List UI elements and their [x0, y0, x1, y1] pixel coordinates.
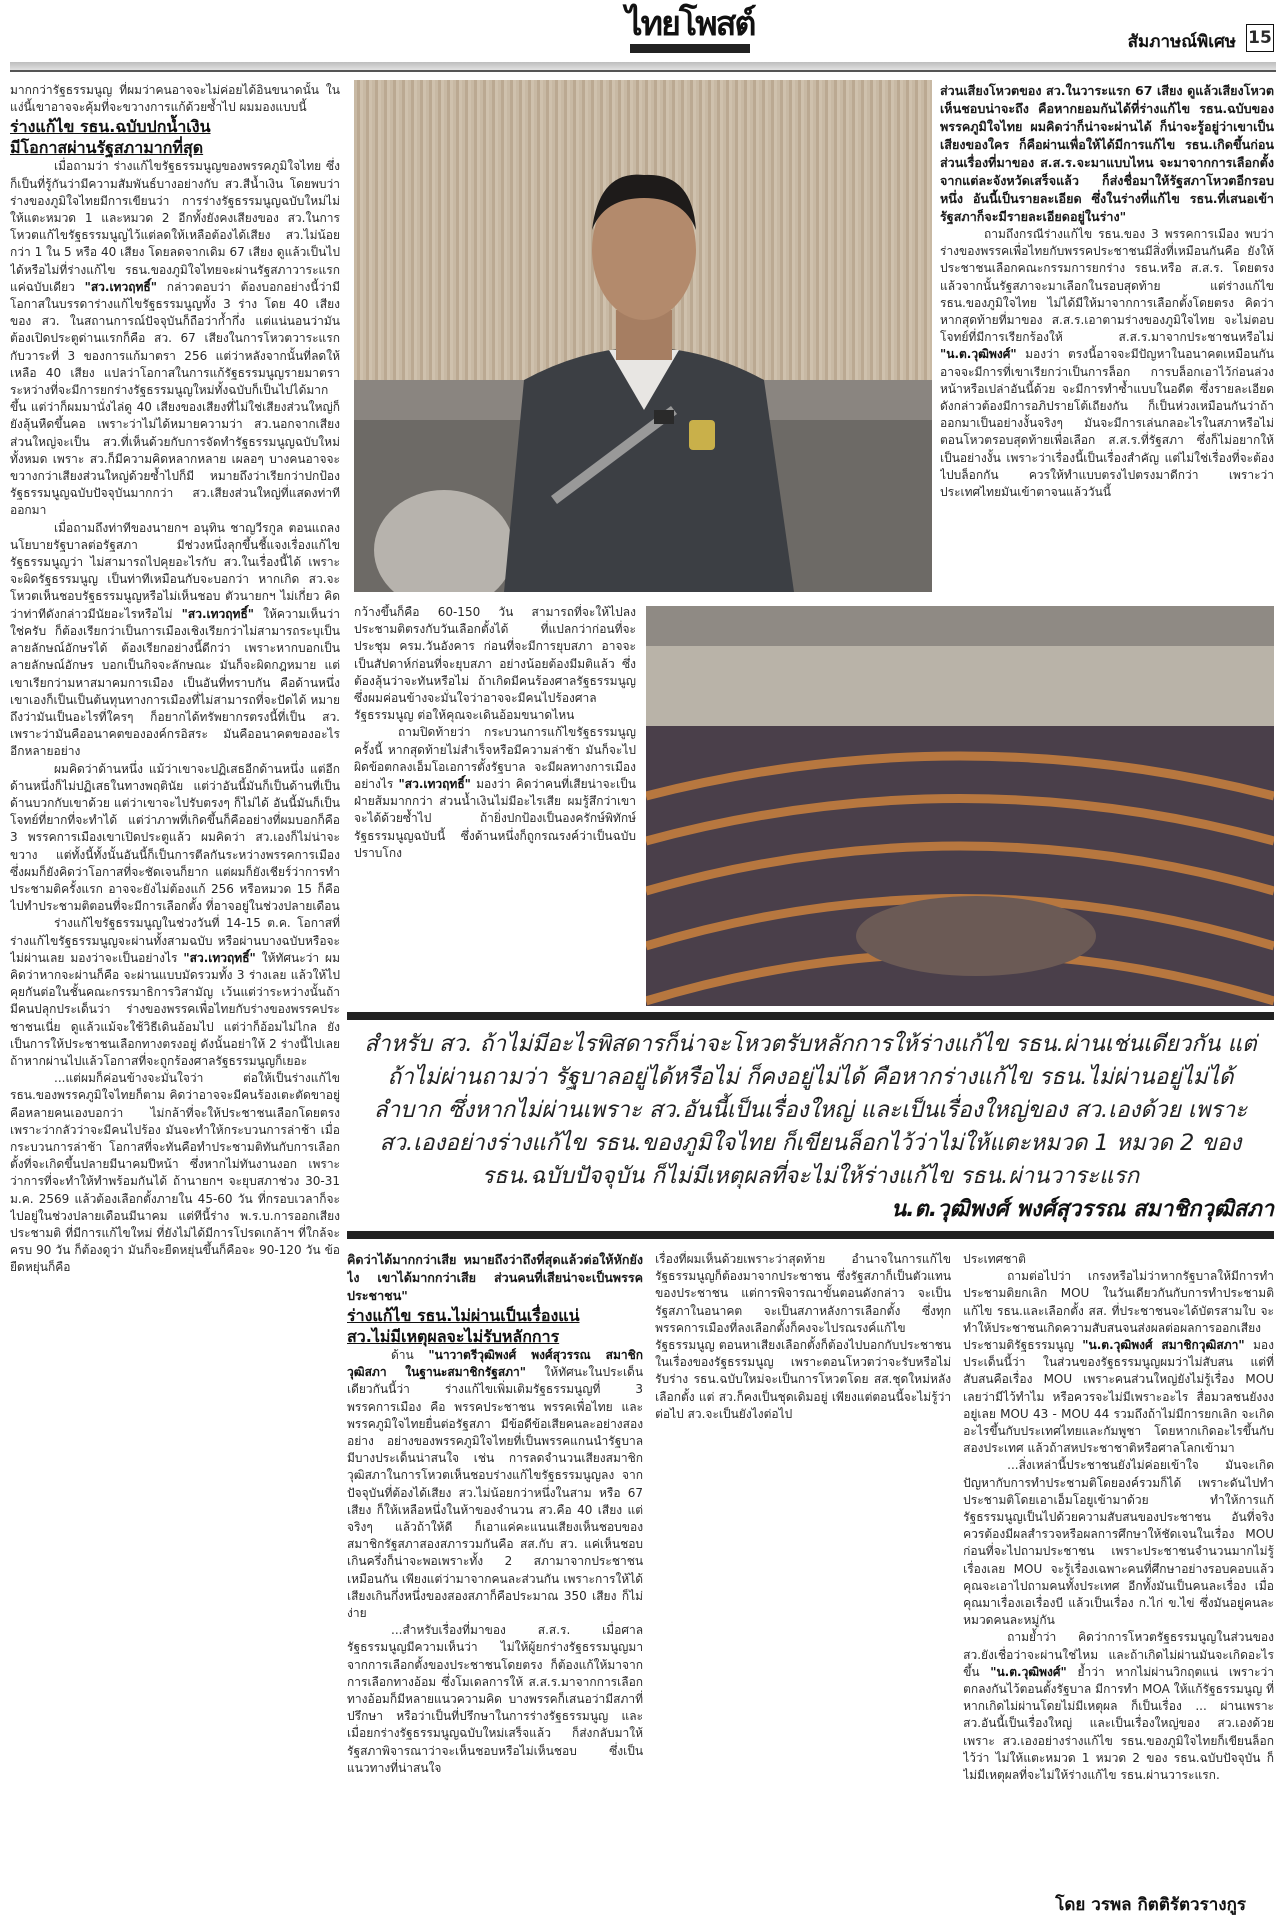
body-paragraph [963, 1268, 1274, 1457]
speaker-name: "นาวาตรีวุฒิพงศ์ พงศ์สุวรรณ สมาชิกวุฒิสภา ในฐานะสมาชิกรัฐสภา" [347, 1348, 644, 1380]
paragraph-text: ประเทศชาติ [963, 1252, 1026, 1266]
body-paragraph [963, 1629, 1274, 1784]
pull-quote-attribution: น.ต.วุฒิพงศ์ พงศ์สุวรรณ สมาชิกวุฒิสภา [891, 1197, 1274, 1222]
paragraph-text: มองประเด็นนี้ว่า ในส่วนของรัฐธรรมนูญผมว่าไม่สับสน แต่ที่สับสนคือเรื่อง MOU เพราะคนส่วนใหญ่ยังไม่รู้เรื่อง MOU เลยว่ามีไว้ทำไม หรือควรจะไม่มีเพราะอะไร สื่อมวลชนยังงงอยู่เลย MOU 43 - MOU 44 รวมถึงถ้าไม่มีการยกเลิก จะเกิดอะไรขึ้นกับประเทศไทยและกัมพูชา โดยหากเกิดอะไรขึ้นกับสองประเทศ แล้วถ้าสหประชาชาติหรือศาลโลกเข้ามา [963, 1338, 1274, 1456]
body-paragraph [10, 1070, 340, 1276]
bottom-columns [347, 1251, 1274, 1916]
body-paragraph [354, 724, 636, 862]
speaker-name: "น.ต.วุฒิพงศ์" [990, 1664, 1067, 1679]
logo-strip [630, 44, 750, 53]
column-right-top [940, 82, 1274, 594]
body-paragraph [655, 1251, 951, 1423]
column-bottom-1 [347, 1251, 643, 1916]
lead-paragraph [347, 1251, 643, 1305]
interview-photo [354, 80, 932, 592]
paragraph-text: ถามถึงกรณีร่างแก้ไข รธน.ของ 3 พรรคการเมือง พบว่าร่างของพรรคเพื่อไทยกับพรรคประชาชนมีสิ่งที่เหมือนกันคือ ยังให้ประชาชนเลือกคณะกรรมการยกร่าง รธน.หรือ ส.ส.ร. โดยตรง แล้วจากนั้นรัฐสภาจะมาเลือกในรอบสุดท้าย แต่ร่างแก้ไข รธน.ของภูมิใจไทย ไม่ได้มีให้มาจากการเลือกตั้งโดยตรง คิดว่าหากสุดท้ายที่มาของ ส.ส.ร.เอาตามร่างของภูมิใจไทย จะไม่ตอบโจทย์ที่มีการเรียกร้องให้ ส.ส.ร.มาจากประชาชนหรือไม่ [940, 227, 1274, 345]
paragraph-text: ให้ทัศนะว่า ผมคิดว่าหากจะผ่านก็คือ จะผ่านแบบมัดรวมทั้ง 3 ร่างเลย แล้วให้ไปคุยกันต่อในชั้นคณะกรรมาธิการวิสามัญ เว้นแต่ว่าระหว่างนั้นถ้ามีคนปลุกประเด็นว่า ร่างของพรรคเพื่อไทยกับร่างของพรรคประชาชนเนี่ย ดูแล้วแม้จะใช้วิธีเดินอ้อมไป แต่ว่าก็อ้อมไม่ไกล ยังเป็นการให้ประชาชนเลือกทางตรงอยู่ ดังนั้นอย่าให้ 2 ร่างนี้ไปเลย ถ้าหากผ่านไปแล้วโอกาสที่จะถูกร้องศาลรัฐธรรมนูญก็เยอะ [10, 950, 340, 1068]
paragraph-text: ...แต่ผมก็ค่อนข้างจะมั่นใจว่า ต่อให้เป็นร่างแก้ไข รธน.ของพรรคภูมิใจไทยก็ตาม คิดว่าอาจจะมีคนร้องเตะตัดขาอยู่ คือหลายคนเองบอกว่า ไม่กล้าที่จะให้ประชาชนเลือกโดยตรง เพราะว่ากลัวว่าจะมีคนไปร้อง มันจะทำให้กระบวนการล่าช้า เมื่อกระบวนการล่าช้า โอกาสที่จะทันคือทำประชามติทันกับการเลือกตั้งที่จะเกิดขึ้นปลายมีนาคมปีหน้า ซึ่งหากไม่ทันงานงอก เพราะว่าการที่จะทำให้ทำพร้อมกันได้ ถ้านายกฯ จะยุบสภาช่วง 30-31 ม.ค. 2569 แล้วต้องเลือกตั้งภายใน 45-60 วัน ที่กรอบเวลาก็จะไปอยู่ในช่วงปลายเดือนมีนาคม แต่ทีนี้ร่าง พ.ร.บ.การออกเสียงประชามติ ที่มีการแก้ไขใหม่ ที่ยังไม่ได้มีการโปรดเกล้าฯ ที่ใกล้จะครบ 90 วัน ก็ต้องดูว่า มันก็จะยืดหยุ่นขึ้นก็คือจะ 90-120 วัน ข้อยืดหยุ่นก็คือ [10, 1071, 340, 1275]
body-paragraph [354, 604, 636, 724]
header-rule [10, 62, 1276, 70]
body-paragraph [10, 761, 340, 916]
body-paragraph [963, 1251, 1274, 1268]
body-paragraph [10, 520, 340, 761]
column-middle [354, 604, 636, 1004]
body-paragraph [940, 226, 1274, 501]
lower-section [347, 1012, 1274, 1916]
paragraph-text: ให้ความเห็นว่า ใช่ครับ ก็ต้องเรียกว่าเป็นการเมืองเชิงเรียกว่าไม่สามารถระบุเป็นลายลักษณ์อักษรได้ ต้องเรียกอย่างนี้ดีกว่า เพราะหากบอกเป็นลายลักษณ์อักษร บอกเป็นกิจจะลักษณะ มันก็จะผิดกฎหมาย แต่เขาเรียกว่ามหาสมาคมการเมือง เป็นอันที่ทราบกัน คือด้านหนึ่งเขาเองก็เป็นเป็นต้นทุนทางการเมืองที่ไม่สามารถที่จะปัดได้ หมายถึงว่ามันเป็นอะไรที่ใครๆ ก็อยากได้ทรัพยากรตรงนี้ที่เป็น สว. เพราะว่ามันคืออนาคตขององค์กรอิสระ มันคืออนาคตของอะไรอีกหลายอย่าง [10, 606, 340, 759]
portrait-illustration [354, 80, 932, 592]
paragraph-text: ถามย้ำว่า คิดว่าการโหวตรัฐธรรมนูญในส่วนของ สว.ยังเชื่อว่าจะผ่านใช่ไหม และถ้าเกิดไม่ผ่านมันจะเกิดอะไรขึ้น [963, 1630, 1274, 1679]
body-paragraph [347, 1622, 643, 1777]
speaker-name: "น.ต.วุฒิพงศ์" [940, 347, 1017, 362]
paragraph-text: ...สิ่งเหล่านี้ประชาชนยังไม่ค่อยเข้าใจ มันจะเกิดปัญหากับการทำประชามติโดยองค์รวมก็ได้ เพราะดันไปทำประชามติโดยเอาเอ็มโอยูเข้ามาด้วย ทำให้การแก้รัฐธรรมนูญเป็นไปด้วยความสับสนของประชาชน อันที่จริงควรต้องมีผลสำรวจหรือผลการศึกษาให้ชัดเจนในเรื่อง MOU ก่อนที่จะไปถามประชาชน เพราะประชาชนจำนวนมากไม่รู้เรื่องเลย MOU จะรู้เรื่องเฉพาะคนที่ศึกษาอย่างรอบคอบแล้ว คุณจะเอาไปถามคนทั้งประเทศ อีกทั้งมันเป็นคนละเรื่อง เมื่อคุณมาเรื่องเอเรื่องบี แล้วเป็นเรื่อง ก.ไก่ ข.ไข่ ซึ่งมันอยู่คนละหมวดคนละหมู่กัน [963, 1458, 1274, 1628]
pull-quote: สำหรับ สว. ถ้าไม่มีอะไรพิสดารก็น่าจะโหวตรับหลักการให้ร่างแก้ไข รธน.ผ่านเช่นเดียวกัน แต่ถ้าไม่ผ่านถามว่า รัฐบาลอยู่ได้หรือไม่ ก็คงอยู่ไม่ได้ คือหากร่างแก้ไข รธน.ไม่ผ่านอยู่ไม่ได้ ลำบาก ซึ่งหากไม่ผ่านเพราะ สว.อันนี้เป็นเรื่องใหญ่ และเป็นเรื่องใหญ่ของ สว.เองด้วย เพราะ สว.เองอย่างร่างแก้ไข รธน.ของภูมิใจไทย ก็เขียนล็อกไว้ว่าไม่ให้แตะหมวด 1 หมวด 2 ของ รธน.ฉบับปัจจุบัน ก็ไม่มีเหตุผลที่จะไม่ให้ร่างแก้ไข รธน.ผ่านวาระแรก [364, 1031, 1257, 1189]
paragraph-text: ผมคิดว่าด้านหนึ่ง แม้ว่าเขาจะปฏิเสธอีกด้านหนึ่ง แต่อีกด้านหนึ่งก็ไม่ปฏิเสธในทางพฤตินัย แต่ว่าอันนี้มันก็เป็นด้านที่เป็นด้านบวกกับเขาด้วย แต่ว่าเขาจะไปรับตรงๆ ก็ไม่ได้ อันนี้มันก็เป็นโจทย์ที่ยากที่จะทำได้ แต่ว่าภาพที่เกิดขึ้นก็คืออย่างที่ผมบอกก็คือ 3 พรรคการเมืองเขาเปิดประตูแล้ว ผมคิดว่า สว.เองก็ไม่น่าจะขวาง แต่ทั้งนี้ทั้งนั้นอันนี้ก็เป็นการตีลกันระหว่างพรรคการเมือง ซึ่งผมก็ยังคิดว่าโอกาสที่จะชัดเจนก็ยาก แต่ผมก็ยังเชียร์ว่าการทำประชามติครั้งแรก อาจจะยังไม่ต้องแก้ 256 หรือหมวด 15 ก็คือไปทำประชามติตอนที่จะมีการเลือกตั้ง ที่อาจอยู่ในช่วงปลายเดือน [10, 761, 340, 914]
pull-quote-top-rule [347, 1012, 1274, 1020]
speaker-name: "สว.เทวฤทธิ์" [181, 606, 255, 621]
speaker-name: "สว.เทวฤทธิ์" [183, 950, 256, 965]
speaker-name: "สว.เทวฤทธิ์" [84, 279, 157, 294]
subheading: ร่างแก้ไข รธน.ฉบับปกน้ำเงิน [10, 117, 211, 137]
column-bottom-2 [655, 1251, 951, 1916]
paragraph-text: ถามปิดท้ายว่า กระบวนการแก้ไขรัฐธรรมนูญครั้งนี้ หากสุดท้ายไม่สำเร็จหรือมีความล่าช้า มันก็จะไปผิดข้อตกลงเอ็มโอเอการตั้งรัฐบาล จะมีผลทางการเมืองอย่างไร [354, 725, 636, 792]
paragraph-text: ให้ทัศนะในประเด็นเดียวกันนี้ว่า ร่างแก้ไขเพิ่มเติมรัฐธรรมนูญที่ 3 พรรคการเมือง คือ พรรคประชาชน พรรคเพื่อไทย และพรรคภูมิใจไทยยื่นต่อรัฐสภา มีข้อดีข้อเสียคนละอย่างสองอย่าง อย่างของพรรคภูมิใจไทยที่เป็นพรรคแกนนำรัฐบาล มีบางประเด็นน่าสนใจ เช่น การลดจำนวนเสียงสมาชิกวุฒิสภาในการโหวตเห็นชอบร่างแก้ไขรัฐธรรมนูญลง จากปัจจุบันที่ต้องได้เสียง สว.ไม่น้อยกว่าหนึ่งในสาม หรือ 67 เสียง ก็ให้เหลือหนึ่งในห้าของจำนวน สว.คือ 40 เสียง แต่จริงๆ แล้วถ้าให้ดี ก็เอาแค่คะแนนเสียงเห็นชอบของสมาชิกรัฐสภาสองสภารวมกันคือ สส.กับ สว. แค่เห็นชอบเกินครึ่งก็น่าจะพอเพราะทั้ง 2 สภามาจากประชาชนเหมือนกัน เพียงแต่ว่ามาจากคนละส่วนกัน เพราะการให้ได้เสียงเกินกึ่งหนึ่งของสองสภาก็คือประมาณ 350 เสียง ก็ไม่ง่าย [347, 1365, 644, 1621]
byline: โดย วรพล กิตติรัตวรางกูร [1055, 1895, 1246, 1915]
subheading: สว.ไม่มีเหตุผลจะไม่รับหลักการ [347, 1327, 560, 1346]
paragraph-text: คิดว่าได้มากกว่าเสีย หมายถึงว่าถึงที่สุดแล้วต่อให้หักยังไง เขาได้มากกว่าเสีย ส่วนคนที่เสียน่าจะเป็นพรรคประชาชน" [347, 1252, 644, 1303]
paragraph-text: เมื่อถามถึงท่าทีของนายกฯ อนุทิน ชาญวีรกูล ตอนแถลงนโยบายรัฐบาลต่อรัฐสภา มีช่วงหนึ่งลุกขึ้นชี้แจงเรื่องแก้ไขรัฐธรรมนูญว่า ไม่สามารถไปคุยอะไรกับ สว.ในเรื่องนี้ได้ เพราะจะผิดรัฐธรรมนูญ เป็นท่าทีเหมือนกับจะบอกว่า หากเกิด สว.จะโหวตเห็นชอบรัฐธรรมนูญหรือไม่เห็นชอบ ตัวนายกฯ ไม่เกี่ยว คิดว่าท่าทีดังกล่าวมีนัยอะไรหรือไม่ [10, 520, 340, 621]
column-bottom-3 [963, 1251, 1274, 1890]
subheading: ร่างแก้ไข รธน.ไม่ผ่านเป็นเรื่องแน่ [347, 1306, 580, 1325]
paragraph-text: ร่างแก้ไขรัฐธรรมนูญในช่วงวันที่ 14-15 ต.ค. โอกาสที่ร่างแก้ไขรัฐธรรมนูญจะผ่านทั้งสามฉบับ หรือผ่านบางฉบับหรือจะไม่ผ่านเลย มองว่าจะเป็นอย่างไร [10, 916, 340, 965]
paragraph-text: เรื่องที่ผมเห็นด้วยเพราะว่าสุดท้าย อำนาจในการแก้ไขรัฐธรรมนูญก็ต้องมาจากประชาชน ซึ่งรัฐสภาก็เป็นตัวแทนของประชาชน แต่การพิจารณาขั้นตอนดังกล่าว จะเป็นรัฐสภาในอนาคต จะเป็นสภาหลังการเลือกตั้ง ซึ่งทุกพรรคการเมืองที่ลงเลือกตั้งก็คงจะไปรณรงค์แก้ไขรัฐธรรมนูญ ตอนหาเสียงเลือกตั้งก็ต้องไปบอกกับประชาชนในเรื่องของรัฐธรรมนูญ เพราะตอนโหวตว่าจะรับหรือไม่รับร่าง รธน.ฉบับใหม่จะเป็นการโหวตโดย สส.ชุดใหม่หลังเลือกตั้ง แต่ สว.ก็คงเป็นชุดเดิมอยู่ เพียงแต่ตอนนี้จะไม่รู้ว่าต่อไป สว.จะเป็นยังไงต่อไป [655, 1252, 952, 1421]
lead-paragraph [940, 82, 1274, 226]
chamber-illustration [646, 606, 1274, 1006]
body-paragraph [10, 915, 340, 1070]
paragraph-text: กว้างขึ้นก็คือ 60-150 วัน สามารถที่จะให้ไปลงประชามติตรงกับวันเลือกตั้งได้ ที่แปลกว่าก่อนที่จะประชุม ครม.วันอังคาร ก่อนที่จะมีการยุบสภา อาจจะเป็นสัปดาห์ก่อนที่จะยุบสภา อย่างน้อยต้องมีมติแล้ว ซึ่งต้องลุ้นว่าจะทันหรือไม่ ถ้าเกิดมีคนร้องศาลรัฐธรรมนูญ ซึ่งผมค่อนข้างจะมั่นใจว่าอาจจะมีคนไปร้องศาลรัฐธรรมนูญ ต่อให้คุณจะเดินอ้อมขนาดไหน [354, 605, 636, 723]
body-paragraph [10, 82, 340, 116]
speaker-name: "สว.เทวฤทธิ์" [398, 777, 471, 792]
logo-wordmark: ไทยโพสต์ [625, 4, 755, 44]
paragraph-text: กล่าวตอบว่า ต้องบอกอย่างนี้ว่ามีโอกาสในบรรดาร่างแก้ไขรัฐธรรมนูญทั้ง 3 ร่าง โดย 40 เสียงของ สว. ในสถานการณ์ปัจจุบันก็ถือว่าก้ำกึ่ง แต่แน่นอนว่ามันต้องเปิดประตูด่านแรกก็คือ สว. 67 เสียงในการโหวตวาระแรกกับวาระที่ 3 ของการแก้มาตรา 256 แต่ว่าหลังจากนั้นที่ลดให้เหลือ 40 เสียง แปลว่าโอกาสในการแก้รัฐธรรมนูญรายมาตราระหว่างที่จะมีการยกร่างรัฐธรรมนูญใหม่ทั้งฉบับก็เป็นไปได้มากขึ้น แต่ว่าก็ผมมานั่งไล่ดู 40 เสียงของเสียงที่ไม่ใช่เสียงส่วนใหญ่ก็ยังลุ้นหืดขึ้นคอ เพราะว่าไม่ได้หมายความว่า สว.นอกจากเสียงส่วนใหญ่จะเป็น สว.ที่เห็นด้วยกับการจัดทำรัฐธรรมนูญฉบับใหม่ทั้งหมด เพราะ สว.ก็มีความคิดหลากหลาย เผลอๆ บางคนอาจจะขวางกว่าเสียงส่วนใหญ่ด้วยซ้ำไปก็มี หมายถึงว่าเรียกว่าปกป้องรัฐธรรมนูญฉบับปัจจุบันมากกว่า สว.เสียงส่วนใหญ่ที่แสดงท่าทีออกมา [10, 279, 340, 518]
body-paragraph [10, 158, 340, 519]
column-bottom-3-wrapper [963, 1251, 1274, 1916]
header-rule-dark [10, 70, 1276, 72]
paragraph-text: ย้ำว่า หากไม่ผ่านวิกฤตแน่ เพราะว่าตกลงกันไว้ตอนตั้งรัฐบาล มีการทำ MOA ให้แก้รัฐธรรมนูญ ที่หากเกิดไม่ผ่านโดยไม่มีเหตุผล ก็เป็นเรื่อง ... ผ่านเพราะ สว.อันนี้เป็นเรื่องใหญ่ และเป็นเรื่องใหญ่ของ สว.เองด้วย เพราะ สว.เองอย่างร่างแก้ไข รธน.ของภูมิใจไทยก็เขียนล็อกไว้ว่า ไม่ให้แตะหมวด 1 หมวด 2 ของ รธน.ฉบับปัจจุบัน ก็ไม่มีเหตุผลที่จะไม่ให้ร่างแก้ไข รธน.ผ่านวาระแรก. [963, 1664, 1274, 1783]
paragraph-text: เมื่อถามว่า ร่างแก้ไขรัฐธรรมนูญของพรรคภูมิใจไทย ซึ่งก็เป็นที่รู้กันว่ามีความสัมพันธ์บางอย่างกับ สว.สีน้ำเงิน โดยพบว่าร่างของภูมิใจไทยมีการเขียนว่า การร่างรัฐธรรมนูญฉบับใหม่ไม่ให้แตะหมวด 1 และหมวด 2 อีกทั้งยังคงเสียงของ สว.ในการโหวตแก้ไขรัฐธรรมนูญไว้แต่ลดให้เหลือต้องได้เสียง สว.ไม่น้อยกว่า 1 ใน 5 หรือ 40 เสียง โดยลดจากเดิม 67 เสียง ดูแล้วเป็นไปได้หรือไม่ที่ร่างแก้ไข รธน.ของภูมิใจไทยจะผ่านรัฐสภาวาระแรกแค่ฉบับเดียว [10, 159, 340, 294]
pull-quote-bottom-rule [347, 1231, 1274, 1239]
section-title: สัมภาษณ์พิเศษ [1127, 32, 1236, 52]
paragraph-text: มองว่า คิดว่าคนที่เสียน่าจะเป็นฝ่ายส้มมากกว่า ส่วนน้ำเงินไม่มีอะไรเสีย ผมรู้สึกว่าเขาจะได้ด้วยซ้ำไป ถ้ายิ่งปกป้องเป็นองครักษ์พิทักษ์รัฐธรรมนูญฉบับนี้ ซึ่งด้านหนึ่งก็ถูกรณรงค์ว่าเป็นฉบับปราบโกง [354, 777, 636, 860]
masthead-logo [620, 4, 760, 53]
paragraph-text: ถามต่อไปว่า เกรงหรือไม่ว่าหากรัฐบาลให้มีการทำประชามติยกเลิก MOU ในวันเดียวกันกับการทำประชามติแก้ไข รธน.และเลือกตั้ง สส. ที่ประชาชนจะได้บัตรสามใบ จะทำให้ประชาชนเกิดความสับสนจนส่งผลต่อผลการออกเสียงประชามติรัฐธรรมนูญ [963, 1269, 1274, 1353]
body-paragraph [347, 1347, 643, 1622]
paragraph-text: มองว่า ตรงนี้อาจจะมีปัญหาในอนาคตเหมือนกัน อาจจะมีการที่เขาเรียกว่าเป็นการล็อก การบล็อกเอาไว้ก่อนล่วงหน้าหรือเปล่าอันนี้ด้วย จะมีการทำซ้ำแบบในอดีต ซึ่งรายละเอียดดังกล่าวต้องมีการอภิปรายโต้เถียงกัน ก็เป็นห่วงเหมือนกันว่าถ้าออกมาเป็นอย่างงั้นจริงๆ มันจะมีการเล่นกลอะไรในสภาหรือไม่ตอนโหวตรอบสุดท้ายเพื่อเลือก ส.ส.ร.ที่รัฐสภา ซึ่งก็ไม่อยากให้เป็นอย่างงั้น เพราะว่าเรื่องนี้เป็นเรื่องสำคัญ แต่ไม่ใช่เรื่องที่จะต้องไปบล็อกกัน ควรให้ทำแบบตรงไปตรงมาดีกว่า เพราะว่าประเทศไทยมันเข้าตาจนแล้ววันนี้ [940, 347, 1274, 500]
body-paragraph [963, 1457, 1274, 1629]
paragraph-text: ...สำหรับเรื่องที่มาของ ส.ส.ร. เมื่อศาลรัฐธรรมนูญมีความเห็นว่า ไม่ให้ผู้ยกร่างรัฐธรรมนูญมาจากการเลือกตั้งของประชาชนโดยตรง ก็ต้องแก้ให้มาจากการเลือกทางอ้อม ซึ่งโมเดลการให้ ส.ส.ร.มาจากการเลือกทางอ้อมก็มีหลายแนวความคิด บางพรรคก็เสนอว่ามีสภาที่ปรึกษา หรือว่าเป็นที่ปรึกษาในการร่างรัฐธรรมนูญ และเมื่อยกร่างรัฐธรรมนูญฉบับใหม่เสร็จแล้ว ก็ส่งกลับมาให้รัฐสภาพิจารณาว่าจะเห็นชอบหรือไม่เห็นชอบ ซึ่งเป็นแนวทางที่น่าสนใจ [347, 1623, 644, 1775]
parliament-chamber-photo [646, 606, 1274, 1006]
page-number: 15 [1246, 24, 1274, 52]
paragraph-text: ส่วนเสียงโหวตของ สว.ในวาระแรก 67 เสียง ดูแล้วเสียงโหวตเห็นชอบน่าจะถึง คือหากยอมกันได้ที่ร่างแก้ไข รธน.ฉบับของพรรคภูมิใจไทย ผมคิดว่าก็น่าจะผ่านได้ ก็น่าจะรู้อยู่ว่าเขาเป็นเสียงของใคร ก็คือผ่านเพื่อให้ได้มีการแก้ไข รธน.เกิดขึ้นก่อน ส่วนเรื่องที่มาของ ส.ส.ร.จะมาแบบไหน จะมาจากการเลือกตั้งจากแต่ละจังหวัดเสร็จแล้ว ก็ส่งชื่อมาให้รัฐสภาโหวตอีกรอบหนึ่ง อันนี้เป็นรายละเอียด ซึ่งในร่างที่แก้ไข รธน.ที่เสนอเข้ารัฐสภาก็จะมีรายละเอียดอยู่ในร่าง" [940, 83, 1274, 224]
paragraph-text: มากกว่ารัฐธรรมนูญ ที่ผมว่าคนอาจจะไม่ค่อยได้อินขนาดนั้น ในแง่นี้เขาอาจจะคุ้มที่จะขวางการแก้ด้วยซ้ำไป ผมมองแบบนี้ [10, 83, 340, 115]
speaker-name: "น.ต.วุฒิพงศ์ สมาชิกวุฒิสภา" [1082, 1338, 1245, 1353]
subheading: มีโอกาสผ่านรัฐสภามากที่สุด [10, 138, 204, 158]
column-left [10, 82, 340, 1917]
paragraph-text: ด้าน [391, 1348, 429, 1362]
